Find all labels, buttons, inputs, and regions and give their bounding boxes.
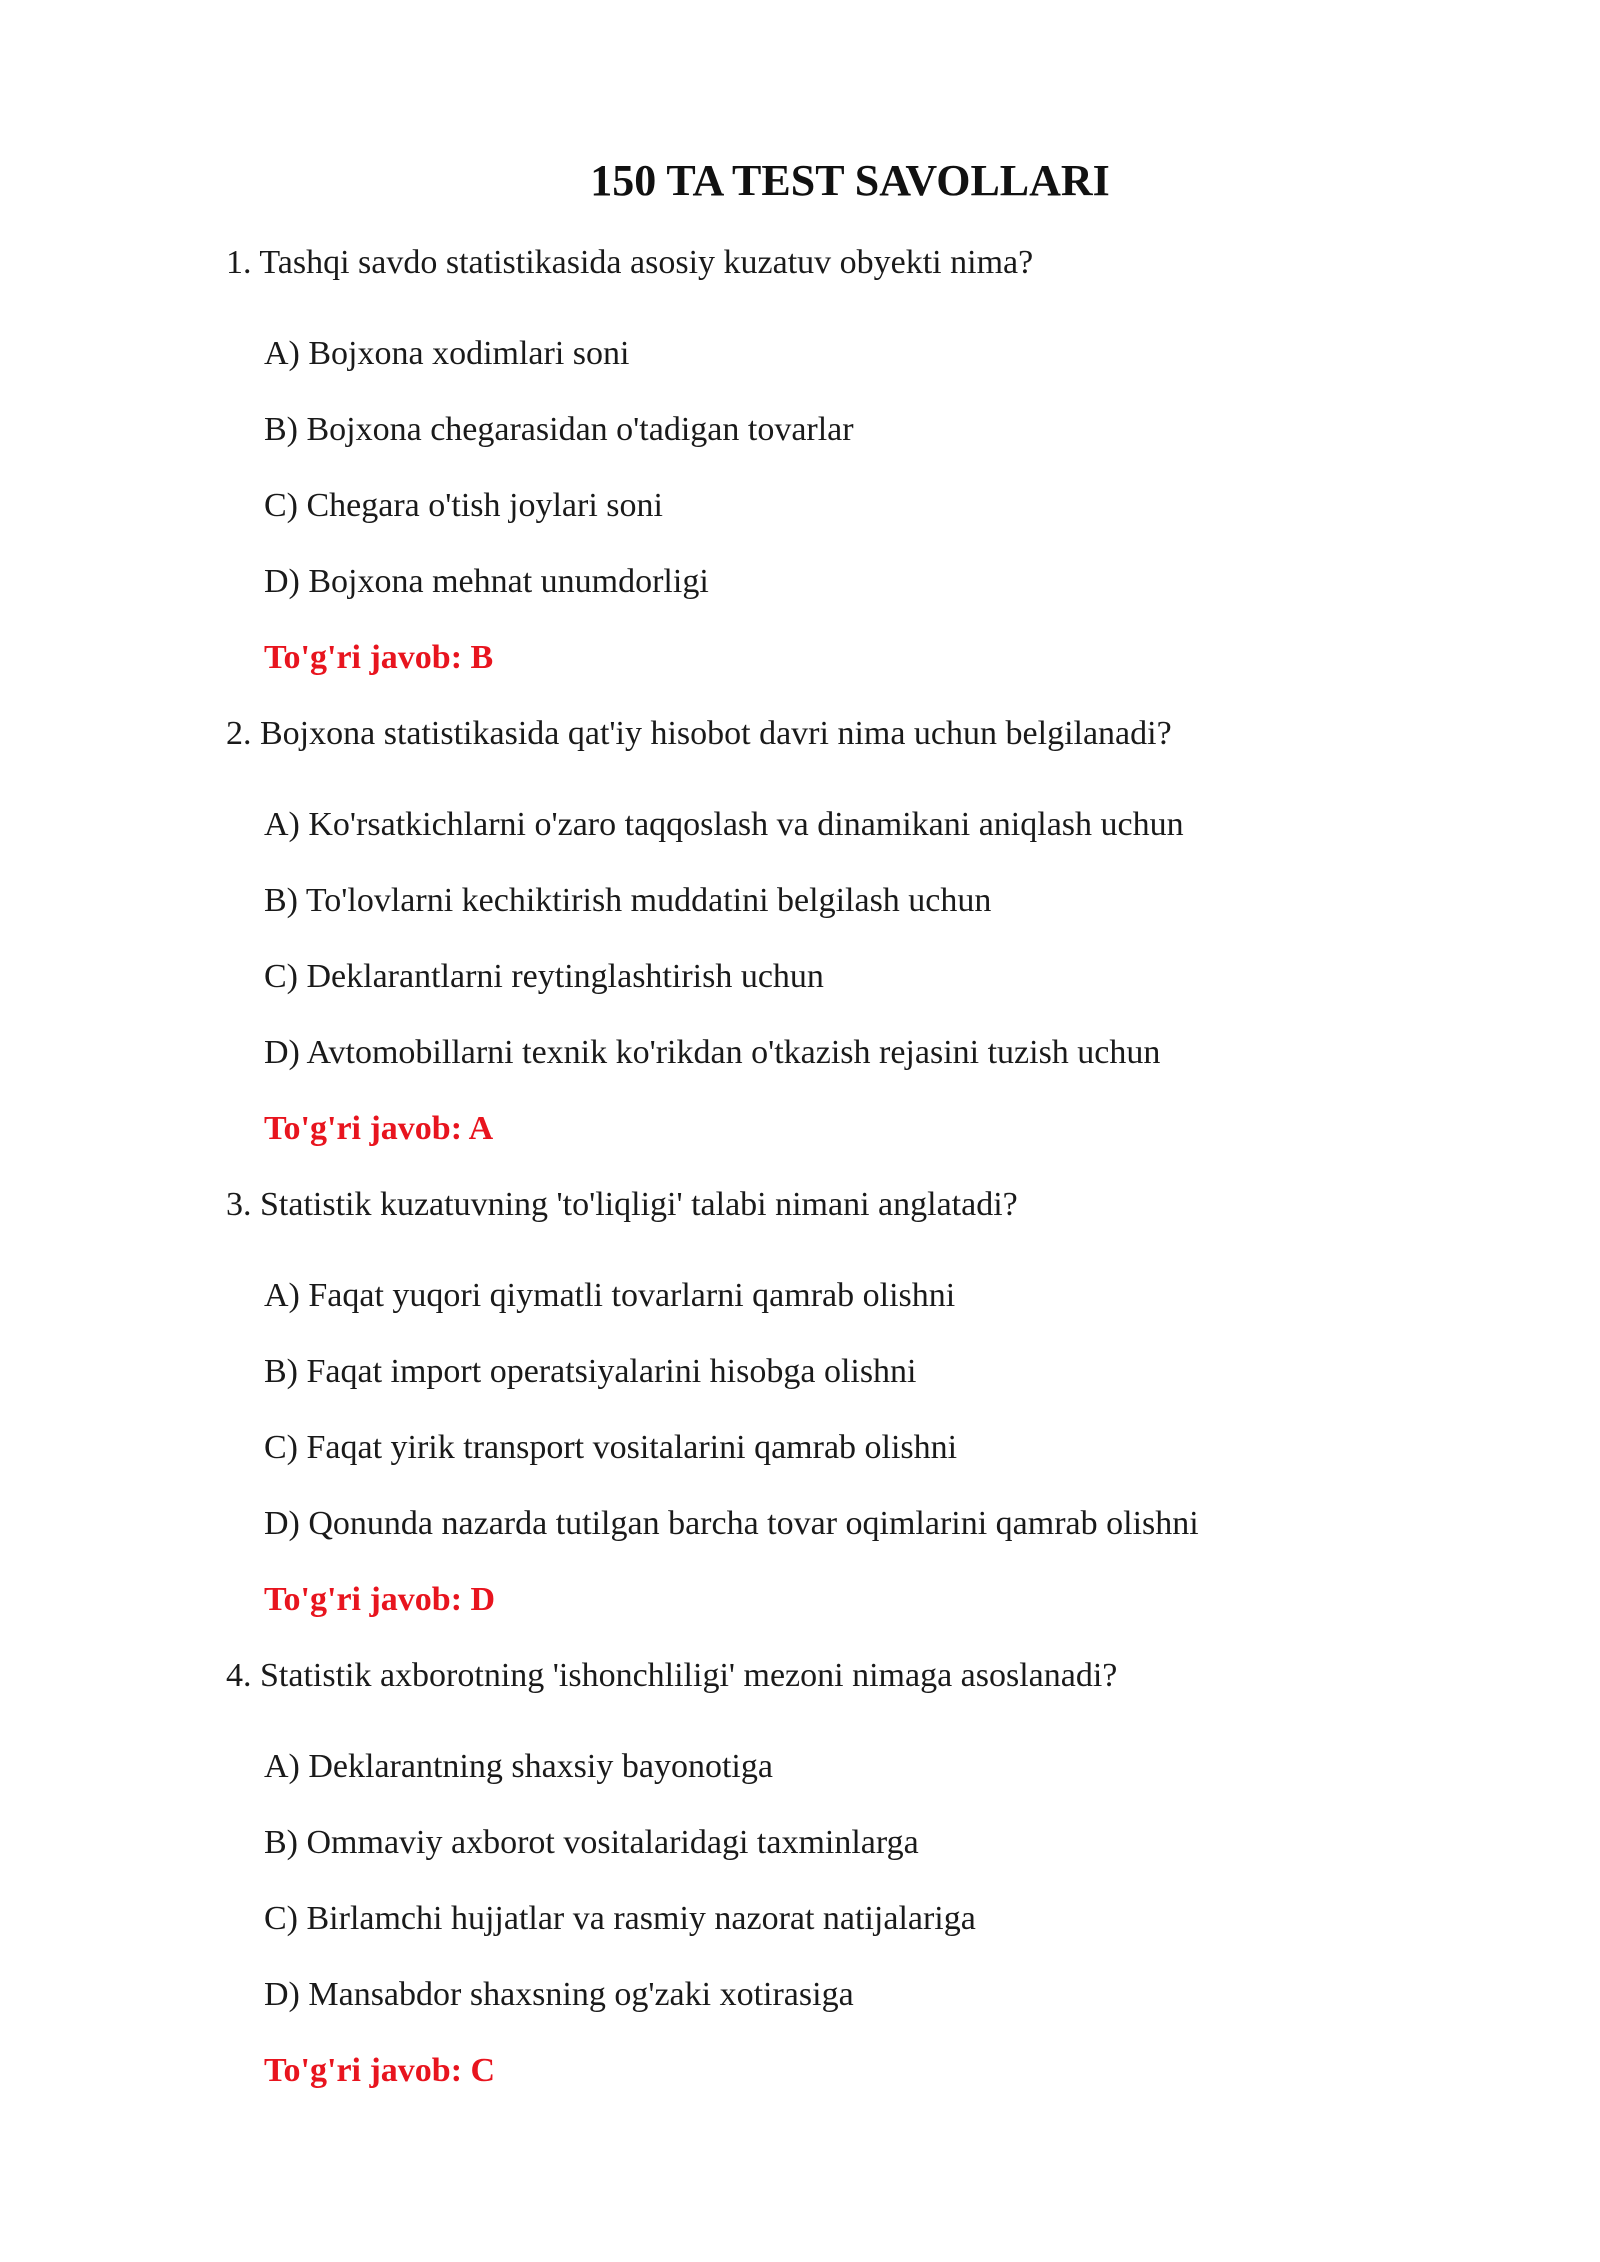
- question-4-option-b: B) Ommaviy axborot vositalaridagi taxminlarga: [264, 1824, 919, 1861]
- page-title: 150 TA TEST SAVOLLARI: [590, 156, 1110, 205]
- question-2-option-a: A) Ko'rsatkichlarni o'zaro taqqoslash va dinamikani aniqlash uchun: [264, 806, 1184, 843]
- question-3-option-d: D) Qonunda nazarda tutilgan barcha tovar oqimlarini qamrab olishni: [264, 1505, 1199, 1542]
- question-1-option-a: A) Bojxona xodimlari soni: [264, 335, 630, 372]
- question-4-option-c: C) Birlamchi hujjatlar va rasmiy nazorat natijalariga: [264, 1900, 976, 1937]
- question-4-option-d: D) Mansabdor shaxsning og'zaki xotirasiga: [264, 1976, 854, 2013]
- question-1-text: 1. Tashqi savdo statistikasida asosiy kuzatuv obyekti nima?: [226, 244, 1034, 281]
- question-2-option-c: C) Deklarantlarni reytinglashtirish uchun: [264, 958, 824, 995]
- question-4-answer: To'g'ri javob: C: [264, 2052, 496, 2089]
- question-2-answer: To'g'ri javob: A: [264, 1110, 494, 1147]
- question-2-option-b: B) To'lovlarni kechiktirish muddatini belgilash uchun: [264, 882, 992, 919]
- question-1-option-b: B) Bojxona chegarasidan o'tadigan tovarlar: [264, 411, 854, 448]
- question-3-option-c: C) Faqat yirik transport vositalarini qamrab olishni: [264, 1429, 958, 1466]
- question-4-option-a: A) Deklarantning shaxsiy bayonotiga: [264, 1748, 773, 1785]
- question-3-option-a: A) Faqat yuqori qiymatli tovarlarni qamrab olishni: [264, 1277, 956, 1314]
- question-3-answer: To'g'ri javob: D: [264, 1581, 496, 1618]
- question-2-text: 2. Bojxona statistikasida qat'iy hisobot davri nima uchun belgilanadi?: [226, 715, 1172, 752]
- question-3-option-b: B) Faqat import operatsiyalarini hisobga olishni: [264, 1353, 917, 1390]
- question-1-answer: To'g'ri javob: B: [264, 639, 494, 676]
- question-4-text: 4. Statistik axborotning 'ishonchliligi' mezoni nimaga asoslanadi?: [226, 1657, 1118, 1694]
- question-2-option-d: D) Avtomobillarni texnik ko'rikdan o'tkazish rejasini tuzish uchun: [264, 1034, 1161, 1071]
- question-3-text: 3. Statistik kuzatuvning 'to'liqligi' talabi nimani anglatadi?: [226, 1186, 1018, 1223]
- question-1-option-d: D) Bojxona mehnat unumdorligi: [264, 563, 709, 600]
- question-1-option-c: C) Chegara o'tish joylari soni: [264, 487, 663, 524]
